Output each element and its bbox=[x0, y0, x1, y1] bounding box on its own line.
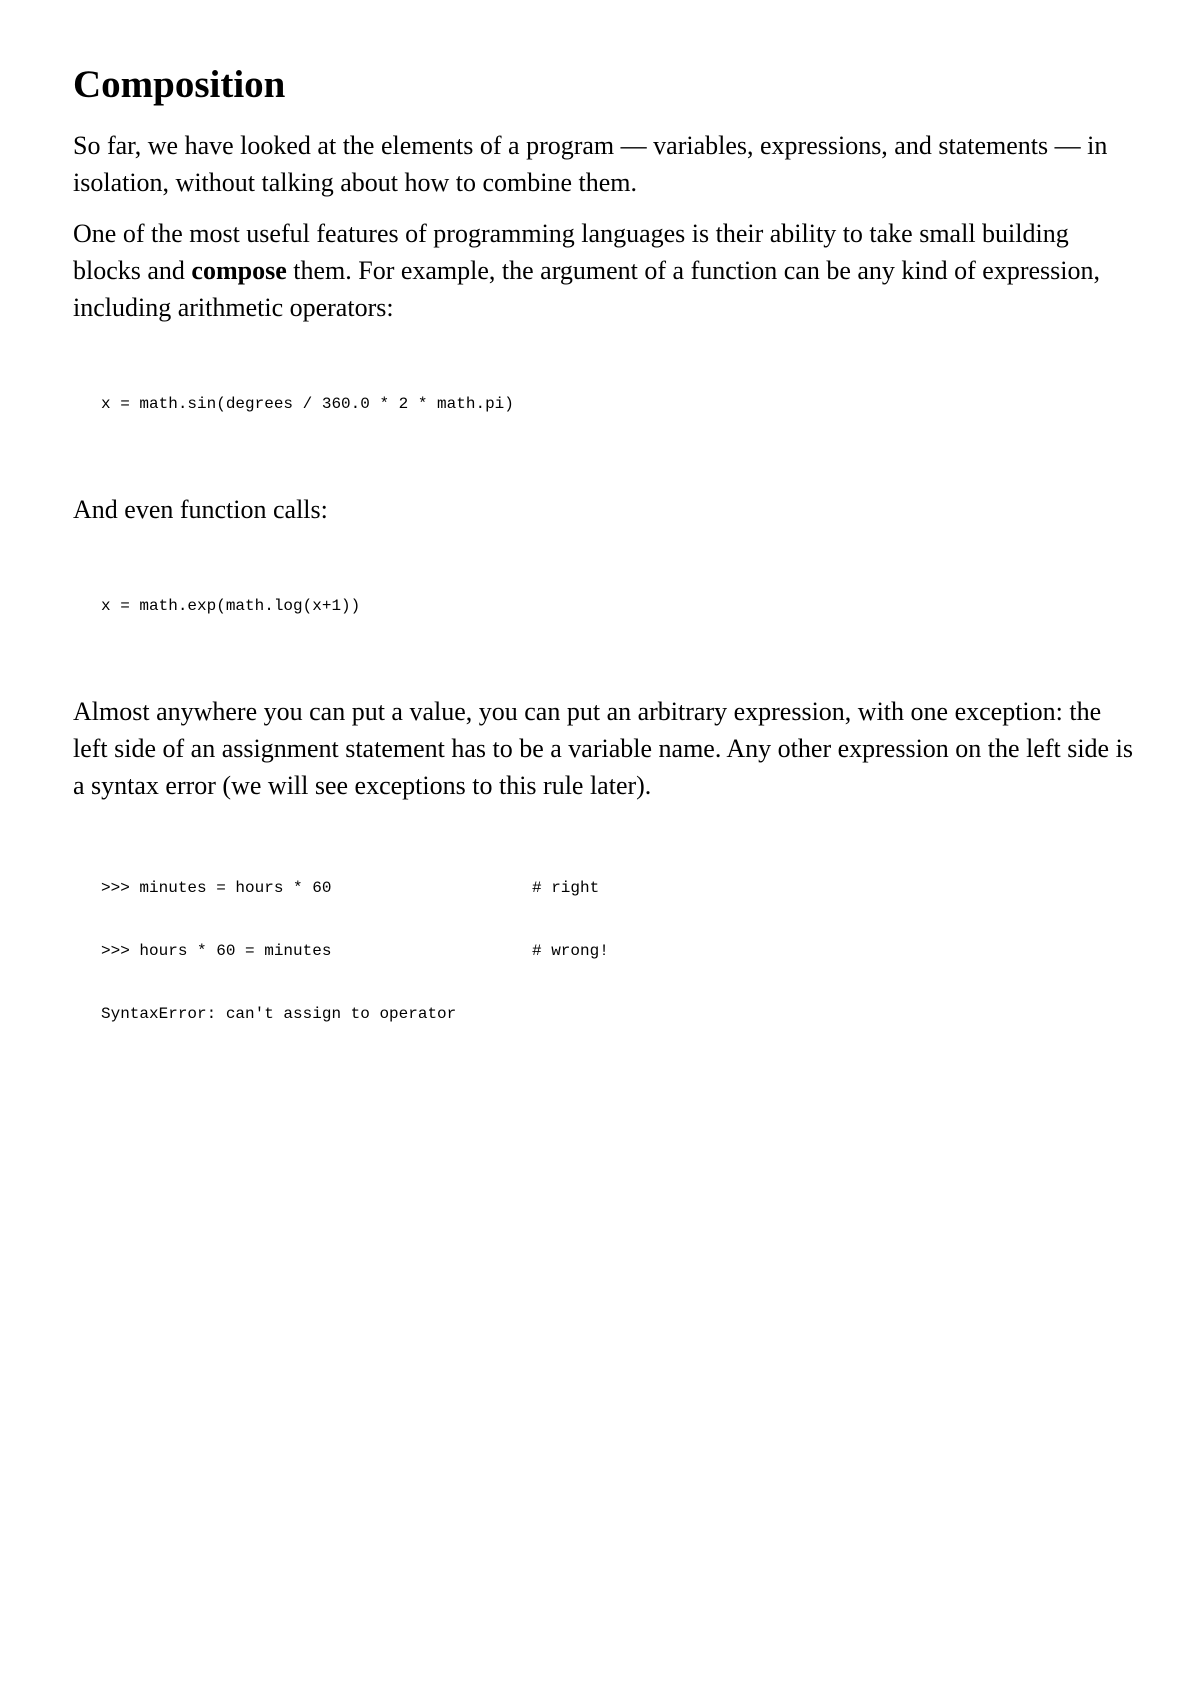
code-line bbox=[101, 1004, 1133, 1025]
code-block-session bbox=[101, 836, 1133, 1067]
compose-text-after: them. For example, the argument of a function can be any kind of expression, including arithmetic operators: bbox=[73, 255, 1100, 322]
code-block-exp bbox=[101, 554, 1133, 659]
compose-bold-term: compose bbox=[191, 255, 287, 285]
code-line bbox=[101, 941, 1133, 962]
compose-text-before: One of the most useful features of programming languages is their ability to take small building blocks and bbox=[73, 218, 1069, 285]
code-line: x = math.sin(degrees / 360.0 * 2 * math.pi) bbox=[101, 394, 514, 413]
code-command: >>> hours * 60 = minutes bbox=[101, 941, 332, 960]
code-block-sin bbox=[101, 352, 1133, 457]
code-command: >>> minutes = hours * 60 bbox=[101, 878, 332, 897]
code-comment: # right bbox=[532, 878, 600, 897]
code-line: x = math.exp(math.log(x+1)) bbox=[101, 596, 361, 615]
code-comment: # wrong! bbox=[532, 941, 609, 960]
compose-paragraph bbox=[73, 215, 1133, 326]
function-calls-paragraph: And even function calls: bbox=[73, 494, 328, 524]
code-error-output: SyntaxError: can't assign to operator bbox=[101, 1004, 457, 1023]
intro-paragraph: So far, we have looked at the elements of a program — variables, expressions, and statements — in isolation, without talking about how to combine them. bbox=[73, 130, 1108, 197]
code-line bbox=[101, 878, 1133, 899]
assignment-paragraph: Almost anywhere you can put a value, you can put an arbitrary expression, with one exception: the left side of an assignment statement has to be a variable name. Any other expression on the left side is a syntax error (we will see exceptions to this rule later). bbox=[73, 696, 1133, 800]
document-page bbox=[73, 62, 1133, 1101]
page-title: Composition bbox=[73, 63, 286, 106]
